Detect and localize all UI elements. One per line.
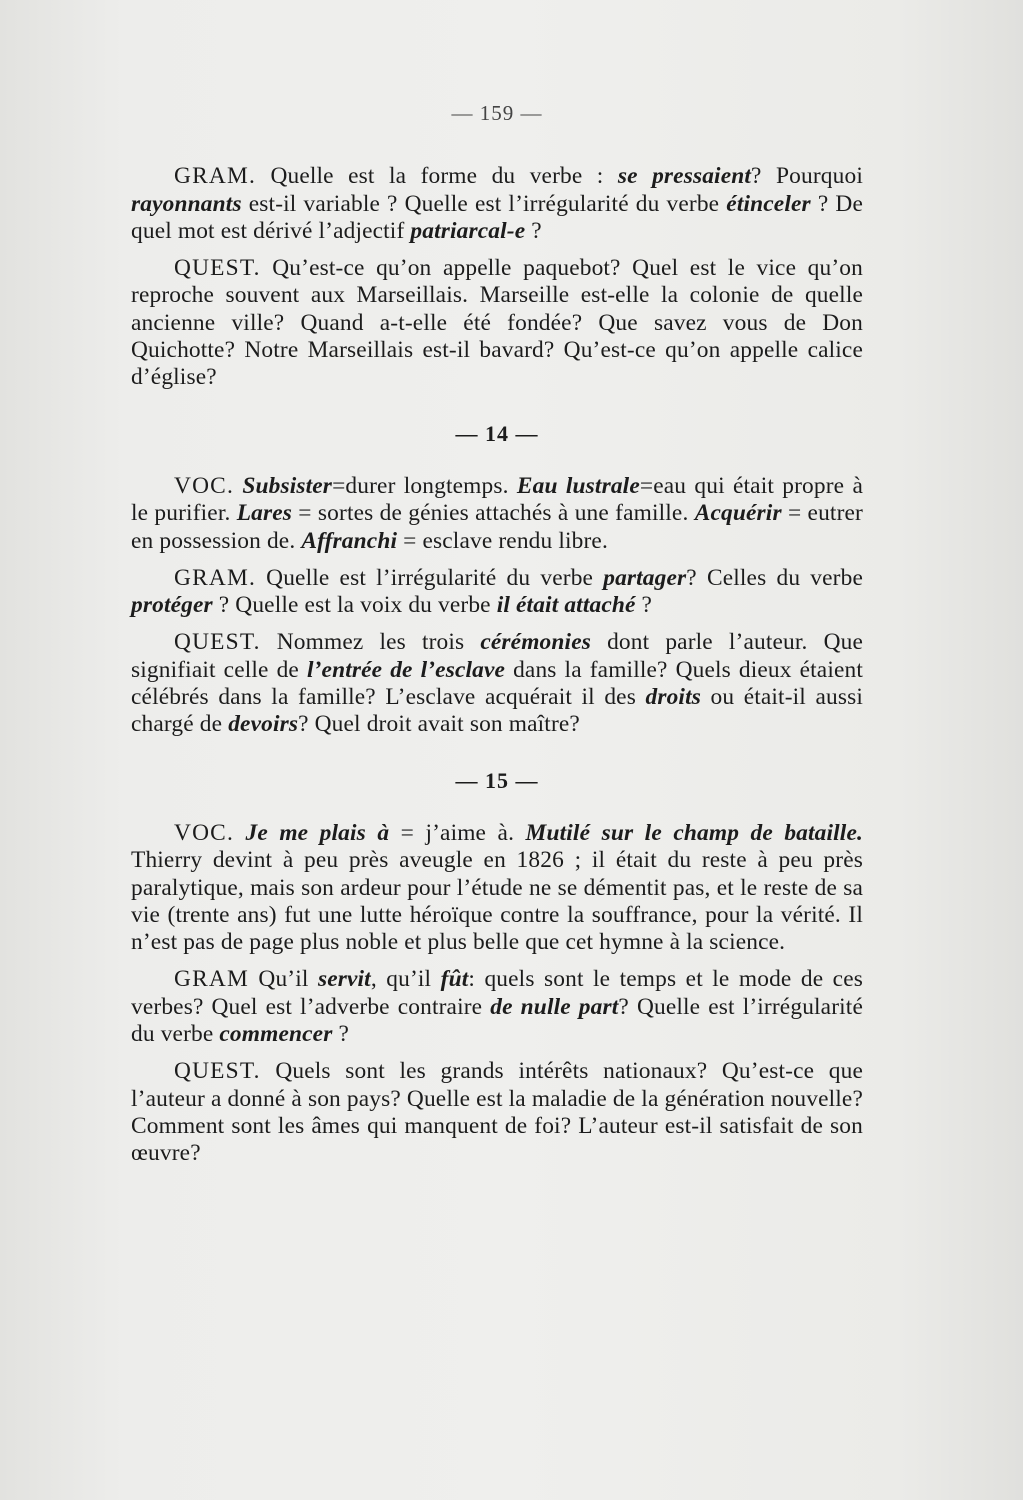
text-segment: Nommez les trois	[260, 629, 481, 656]
italic-term: rayonnants	[131, 190, 242, 217]
paragraph	[131, 255, 863, 391]
italic-term: cérémonies	[480, 629, 591, 656]
paragraph-lead: QUEST.	[174, 255, 261, 282]
paragraph-lead: QUEST.	[174, 629, 261, 656]
paragraph-lead: VOC.	[174, 472, 235, 499]
text-segment: = sortes de génies attachés à une famille.	[292, 500, 695, 527]
italic-term: Mutilé sur le champ de bataille.	[525, 819, 863, 846]
italic-term: patriarcal-e	[410, 217, 526, 244]
section-number: — 15 —	[455, 767, 539, 793]
paragraph-lead: VOC.	[174, 819, 235, 846]
text-segment: ?	[332, 1021, 349, 1048]
italic-term: fût	[440, 966, 469, 993]
italic-term: il était attaché	[496, 592, 636, 619]
italic-term: étinceler	[726, 190, 811, 217]
text-segment: dans la famille? Quels dieux étaient célébrés dans la famille? L’esclave acquérait il des	[131, 656, 864, 711]
text-segment: = eutrer en possession de.	[131, 500, 863, 554]
paragraph	[131, 966, 863, 1048]
text-segment: ? Quelle est la voix du verbe	[212, 592, 497, 619]
italic-term: se pressaient	[617, 163, 752, 190]
text-segment: Quelle est l’irrégularité du verbe	[256, 564, 604, 591]
text-segment: ? De quel mot est dérivé l’adjectif	[131, 190, 863, 244]
text-segment: ou était-il aussi chargé de	[131, 684, 863, 738]
paragraph	[131, 565, 863, 620]
text-segment: est-il variable ? Quelle est l’irrégularité du verbe	[241, 190, 727, 217]
text-segment: ? Quel droit avait son maître?	[298, 711, 580, 738]
text-segment: , qu’il	[370, 966, 441, 993]
text-segment: Thierry devint à peu près aveugle en 1826 ; il était du reste à peu près paralytique, mais son ardeur pour l’étude ne se démentit pas, et le reste de sa vie (trente ans) fut une lutte héroïque contre la souffrance, pour la vérité. Il n’est pas de page plus noble et plus belle que cet hymne à la science.	[131, 847, 863, 956]
italic-term: partager	[603, 564, 687, 591]
text-segment: : quels sont le temps et le mode de ces verbes? Quel est l’adverbe contraire	[131, 966, 863, 1020]
paragraph-lead: GRAM	[174, 966, 249, 993]
italic-term: commencer	[219, 1021, 333, 1048]
text-segment	[234, 820, 245, 846]
paragraph-lead: GRAM.	[174, 564, 257, 591]
paragraph	[131, 629, 863, 738]
italic-term: l’entrée de l’esclave	[306, 656, 506, 683]
italic-term: Lares	[236, 500, 293, 527]
text-segment: Quelle est la forme du verbe :	[256, 163, 618, 190]
italic-term: Subsister	[242, 472, 333, 499]
text-segment: Quels sont les grands intérêts nationaux? Qu’est-ce que l’auteur a donné à son pays? Quelle est la maladie de la génération nouvelle? Comment sont les âmes qui manquent de foi? L’auteur est-il satisfait de son œuvre?	[131, 1058, 863, 1167]
italic-term: Affranchi	[301, 527, 398, 554]
paragraph-lead: QUEST.	[174, 1058, 261, 1085]
text-segment: = esclave rendu libre.	[397, 527, 608, 554]
italic-term: servit	[317, 966, 371, 993]
italic-term: droits	[645, 684, 701, 711]
text-segment: ? Celles du verbe	[686, 564, 863, 591]
italic-term: Acquérir	[694, 500, 782, 527]
text-segment: ?	[635, 592, 653, 619]
paragraph	[131, 1058, 863, 1167]
text-segment: =eau qui était propre à le purifier.	[131, 472, 863, 527]
italic-term: Je me plais à	[245, 819, 390, 846]
text-segment: Qu’est-ce qu’on appelle paquebot? Quel est le vice qu’on reproche souvent aux Marseillais. Marseille est-elle la colonie de quelle ancienne ville? Quand a-t-elle été fondée? Que savez vous de Don Quichotte? Notre Marseillais est-il bavard? Qu’est-ce qu’on appelle calice d’église?	[131, 255, 863, 391]
italic-term: Eau lustrale	[516, 472, 640, 499]
text-segment: = j’aime à.	[389, 819, 526, 846]
italic-term: de nulle part	[490, 993, 619, 1020]
italic-term: devoirs	[228, 711, 299, 738]
paragraph	[131, 473, 863, 555]
text-segment: ? Pourquoi	[751, 163, 863, 190]
page-content	[131, 100, 863, 1178]
text-segment: =durer longtemps.	[332, 472, 517, 499]
page-number: — 159 —	[451, 101, 543, 125]
text-segment: ?	[525, 217, 542, 244]
text-segment: Qu’il	[248, 966, 318, 993]
text-segment: ? Quelle est l’irrégularité du verbe	[131, 993, 863, 1048]
section-number: — 14 —	[455, 420, 539, 446]
italic-term: protéger	[131, 592, 213, 619]
paragraph-lead: GRAM.	[174, 163, 257, 190]
paragraph	[131, 163, 863, 245]
paragraph	[131, 820, 863, 956]
text-segment: dont parle l’auteur. Que signifiait celle de	[131, 629, 863, 683]
